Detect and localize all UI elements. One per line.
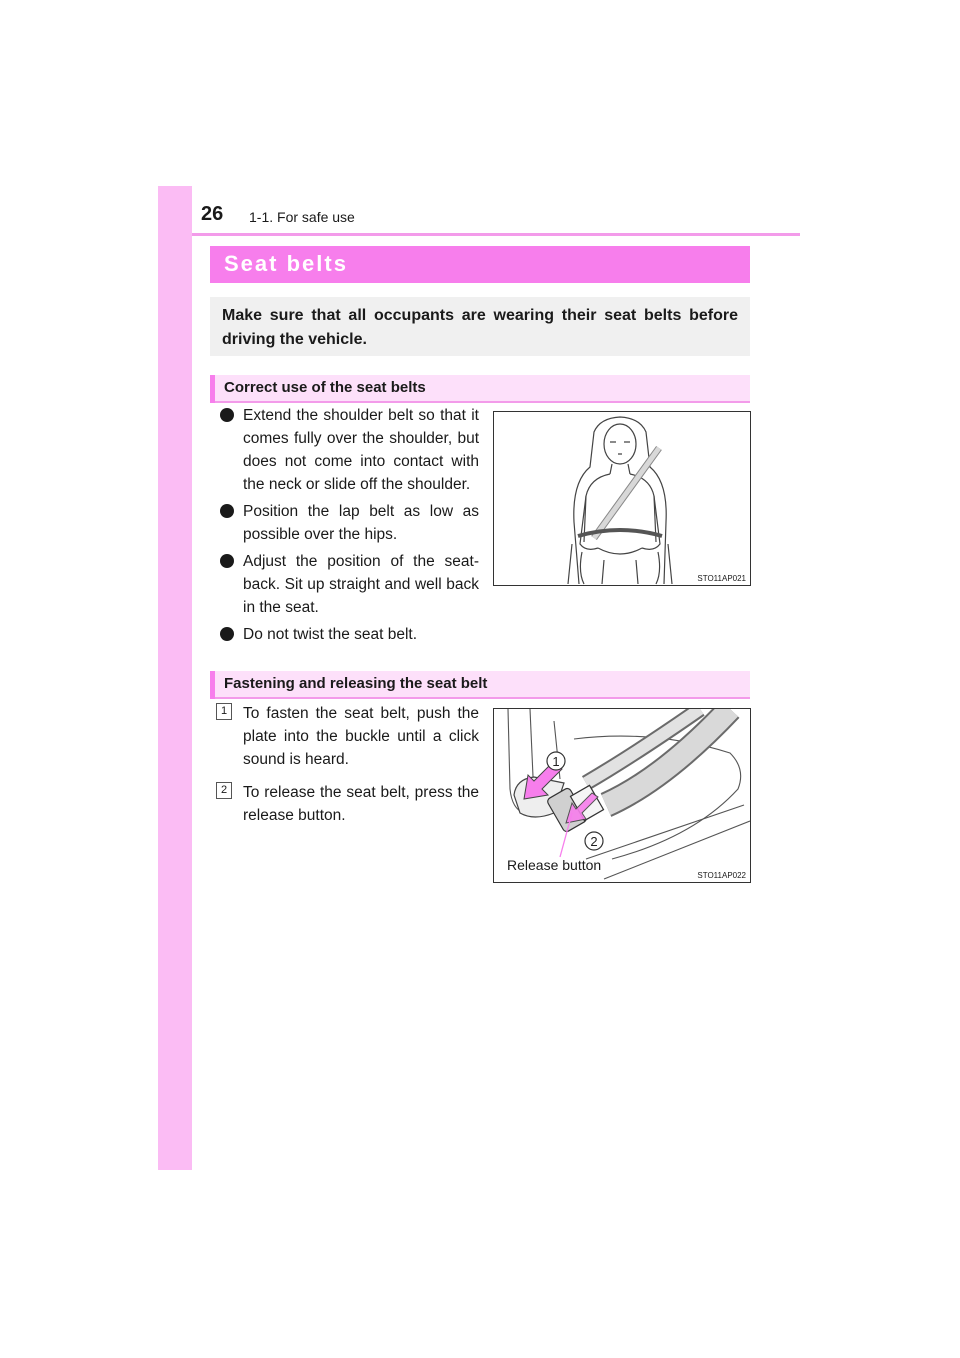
fastening-heading <box>210 671 750 699</box>
seated-person-figure <box>493 411 751 586</box>
step-item <box>216 702 479 771</box>
release-button-label: Release button <box>507 857 602 873</box>
correct-use-heading <box>210 375 750 403</box>
fastening-steps <box>216 702 479 837</box>
bullet-icon <box>220 627 234 641</box>
bullet-text: Extend the shoulder belt so that it comes fully over the shoulder, but does not come into contact with the neck or slide off the shoulder. <box>243 407 479 493</box>
buckle-figure <box>493 708 751 883</box>
step-number: 2 <box>216 782 232 799</box>
bullet-icon <box>220 504 234 518</box>
page-title-bar <box>210 246 750 283</box>
callout-1-label: 1 <box>552 754 560 769</box>
bullet-icon <box>220 554 234 568</box>
intro-box <box>210 297 750 356</box>
bullet-text: Do not twist the seat belt. <box>243 626 418 643</box>
bullet-icon <box>220 408 234 422</box>
fastening-heading-text: Fastening and releasing the seat belt <box>224 675 488 692</box>
figure-code: STO11AP021 <box>697 574 746 583</box>
step-text: To fasten the seat belt, push the plate into the buckle until a click sound is heard. <box>243 705 479 768</box>
page-title: Seat belts <box>224 251 348 276</box>
header-rule <box>192 233 800 236</box>
list-item <box>220 500 479 546</box>
correct-use-heading-text: Correct use of the seat belts <box>224 379 426 396</box>
bullet-text: Adjust the position of the seat-back. Sit up straight and well back in the seat. <box>243 553 479 616</box>
section-reference: 1-1. For safe use <box>249 209 355 225</box>
page-number: 26 <box>201 203 224 225</box>
step-item <box>216 781 479 827</box>
step-number: 1 <box>216 703 232 720</box>
list-item <box>220 550 479 619</box>
callout-2-label: 2 <box>590 834 598 849</box>
seated-person-illustration <box>494 412 750 585</box>
figure-code: STO11AP022 <box>697 871 746 880</box>
list-item <box>220 404 479 496</box>
intro-text: Make sure that all occupants are wearing their seat belts before driving the vehicle. <box>222 307 738 348</box>
correct-use-list <box>220 404 479 650</box>
bullet-text: Position the lap belt as low as possible over the hips. <box>243 503 479 543</box>
step-text: To release the seat belt, press the release button. <box>243 784 479 824</box>
side-tab <box>158 186 192 1170</box>
list-item <box>220 623 479 646</box>
